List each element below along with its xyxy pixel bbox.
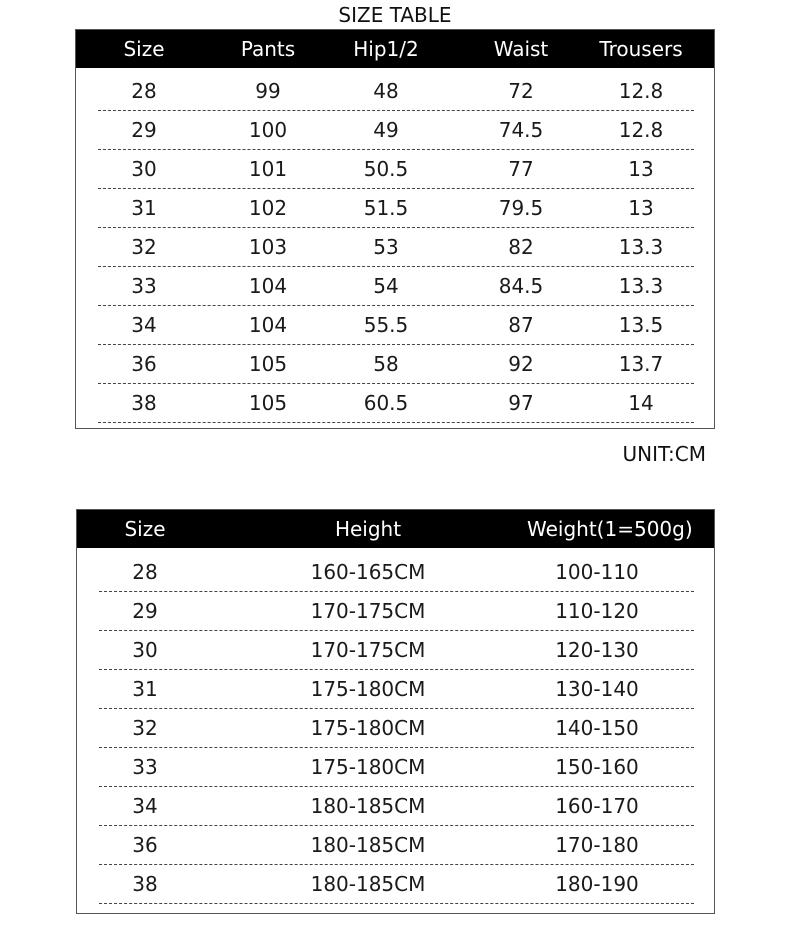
trousers-cell: 12.8: [618, 118, 664, 142]
pants-cell: 103: [248, 235, 288, 259]
weight-cell: 160-170: [555, 794, 639, 818]
weight-cell: 120-130: [555, 638, 639, 662]
trousers-cell: 13.3: [618, 274, 664, 298]
waist-cell: 74.5: [498, 118, 544, 142]
weight-cell: 130-140: [555, 677, 639, 701]
trousers-cell: 12.8: [618, 79, 664, 103]
size-cell: 31: [132, 677, 158, 701]
trousers-cell: 13.5: [618, 313, 664, 337]
trousers-cell: 13.3: [618, 235, 664, 259]
table-row: [76, 72, 714, 111]
waist-cell: 84.5: [498, 274, 544, 298]
table-row: [76, 345, 714, 384]
size-cell: 32: [132, 716, 158, 740]
table-row: [76, 150, 714, 189]
size-cell: 31: [131, 196, 157, 220]
size-cell: 34: [131, 313, 157, 337]
table-row: [76, 306, 714, 345]
pants-cell: 105: [248, 352, 288, 376]
size-cell: 38: [132, 872, 158, 896]
weight-cell: 180-190: [555, 872, 639, 896]
hip-cell: 55.5: [363, 313, 409, 337]
column-header-waist: Waist: [493, 37, 549, 61]
table-row: [77, 670, 714, 709]
pants-cell: 102: [248, 196, 288, 220]
table-row: [77, 826, 714, 865]
height-cell: 180-185CM: [310, 833, 426, 857]
table-row: [77, 865, 714, 904]
table-row: [76, 228, 714, 267]
column-header-trousers: Trousers: [599, 37, 683, 61]
height-cell: 160-165CM: [310, 560, 426, 584]
unit-label: UNIT:CM: [622, 442, 706, 466]
height-cell: 170-175CM: [310, 638, 426, 662]
pants-cell: 105: [248, 391, 288, 415]
size-cell: 29: [131, 118, 157, 142]
height-cell: 180-185CM: [310, 794, 426, 818]
pants-cell: 100: [248, 118, 288, 142]
size-table-header: [76, 30, 714, 68]
hip-cell: 48: [373, 79, 399, 103]
trousers-cell: 13: [628, 157, 654, 181]
waist-cell: 82: [508, 235, 534, 259]
waist-cell: 92: [508, 352, 534, 376]
waist-cell: 97: [508, 391, 534, 415]
size-table: [75, 29, 715, 429]
column-header-hip: Hip1/2: [353, 37, 419, 61]
pants-cell: 104: [248, 313, 288, 337]
row-divider: [98, 422, 694, 423]
table-row: [77, 631, 714, 670]
hip-cell: 50.5: [363, 157, 409, 181]
size-cell: 32: [131, 235, 157, 259]
size-cell: 30: [131, 157, 157, 181]
table-row: [77, 553, 714, 592]
column-header-size: Size: [123, 37, 165, 61]
weight-cell: 140-150: [555, 716, 639, 740]
row-divider: [99, 903, 694, 904]
hip-cell: 54: [373, 274, 399, 298]
hip-cell: 53: [373, 235, 399, 259]
table-row: [77, 748, 714, 787]
column-header-size: Size: [124, 517, 166, 541]
hip-cell: 60.5: [363, 391, 409, 415]
height-cell: 180-185CM: [310, 872, 426, 896]
size-cell: 33: [132, 755, 158, 779]
hip-cell: 49: [373, 118, 399, 142]
size-cell: 28: [132, 560, 158, 584]
waist-cell: 79.5: [498, 196, 544, 220]
table-row: [76, 384, 714, 423]
table-row: [77, 709, 714, 748]
column-header-weight: Weight(1=500g): [527, 517, 693, 541]
column-header-height: Height: [334, 517, 402, 541]
pants-cell: 101: [248, 157, 288, 181]
size-cell: 28: [131, 79, 157, 103]
size-cell: 36: [131, 352, 157, 376]
weight-cell: 110-120: [555, 599, 639, 623]
fit-table: [76, 509, 715, 914]
column-header-pants: Pants: [240, 37, 296, 61]
height-cell: 170-175CM: [310, 599, 426, 623]
table-row: [76, 189, 714, 228]
hip-cell: 51.5: [363, 196, 409, 220]
fit-table-header: [77, 510, 714, 548]
weight-cell: 170-180: [555, 833, 639, 857]
weight-cell: 150-160: [555, 755, 639, 779]
trousers-cell: 13.7: [618, 352, 664, 376]
table-row: [76, 267, 714, 306]
hip-cell: 58: [373, 352, 399, 376]
waist-cell: 77: [508, 157, 534, 181]
trousers-cell: 14: [628, 391, 654, 415]
size-cell: 34: [132, 794, 158, 818]
height-cell: 175-180CM: [310, 716, 426, 740]
height-cell: 175-180CM: [310, 677, 426, 701]
pants-cell: 104: [248, 274, 288, 298]
trousers-cell: 13: [628, 196, 654, 220]
height-cell: 175-180CM: [310, 755, 426, 779]
weight-cell: 100-110: [555, 560, 639, 584]
table-row: [77, 592, 714, 631]
table-row: [76, 111, 714, 150]
size-cell: 36: [132, 833, 158, 857]
pants-cell: 99: [255, 79, 281, 103]
waist-cell: 87: [508, 313, 534, 337]
waist-cell: 72: [508, 79, 534, 103]
table-row: [77, 787, 714, 826]
size-cell: 33: [131, 274, 157, 298]
page-title: SIZE TABLE: [338, 3, 452, 27]
size-cell: 38: [131, 391, 157, 415]
size-cell: 30: [132, 638, 158, 662]
size-cell: 29: [132, 599, 158, 623]
